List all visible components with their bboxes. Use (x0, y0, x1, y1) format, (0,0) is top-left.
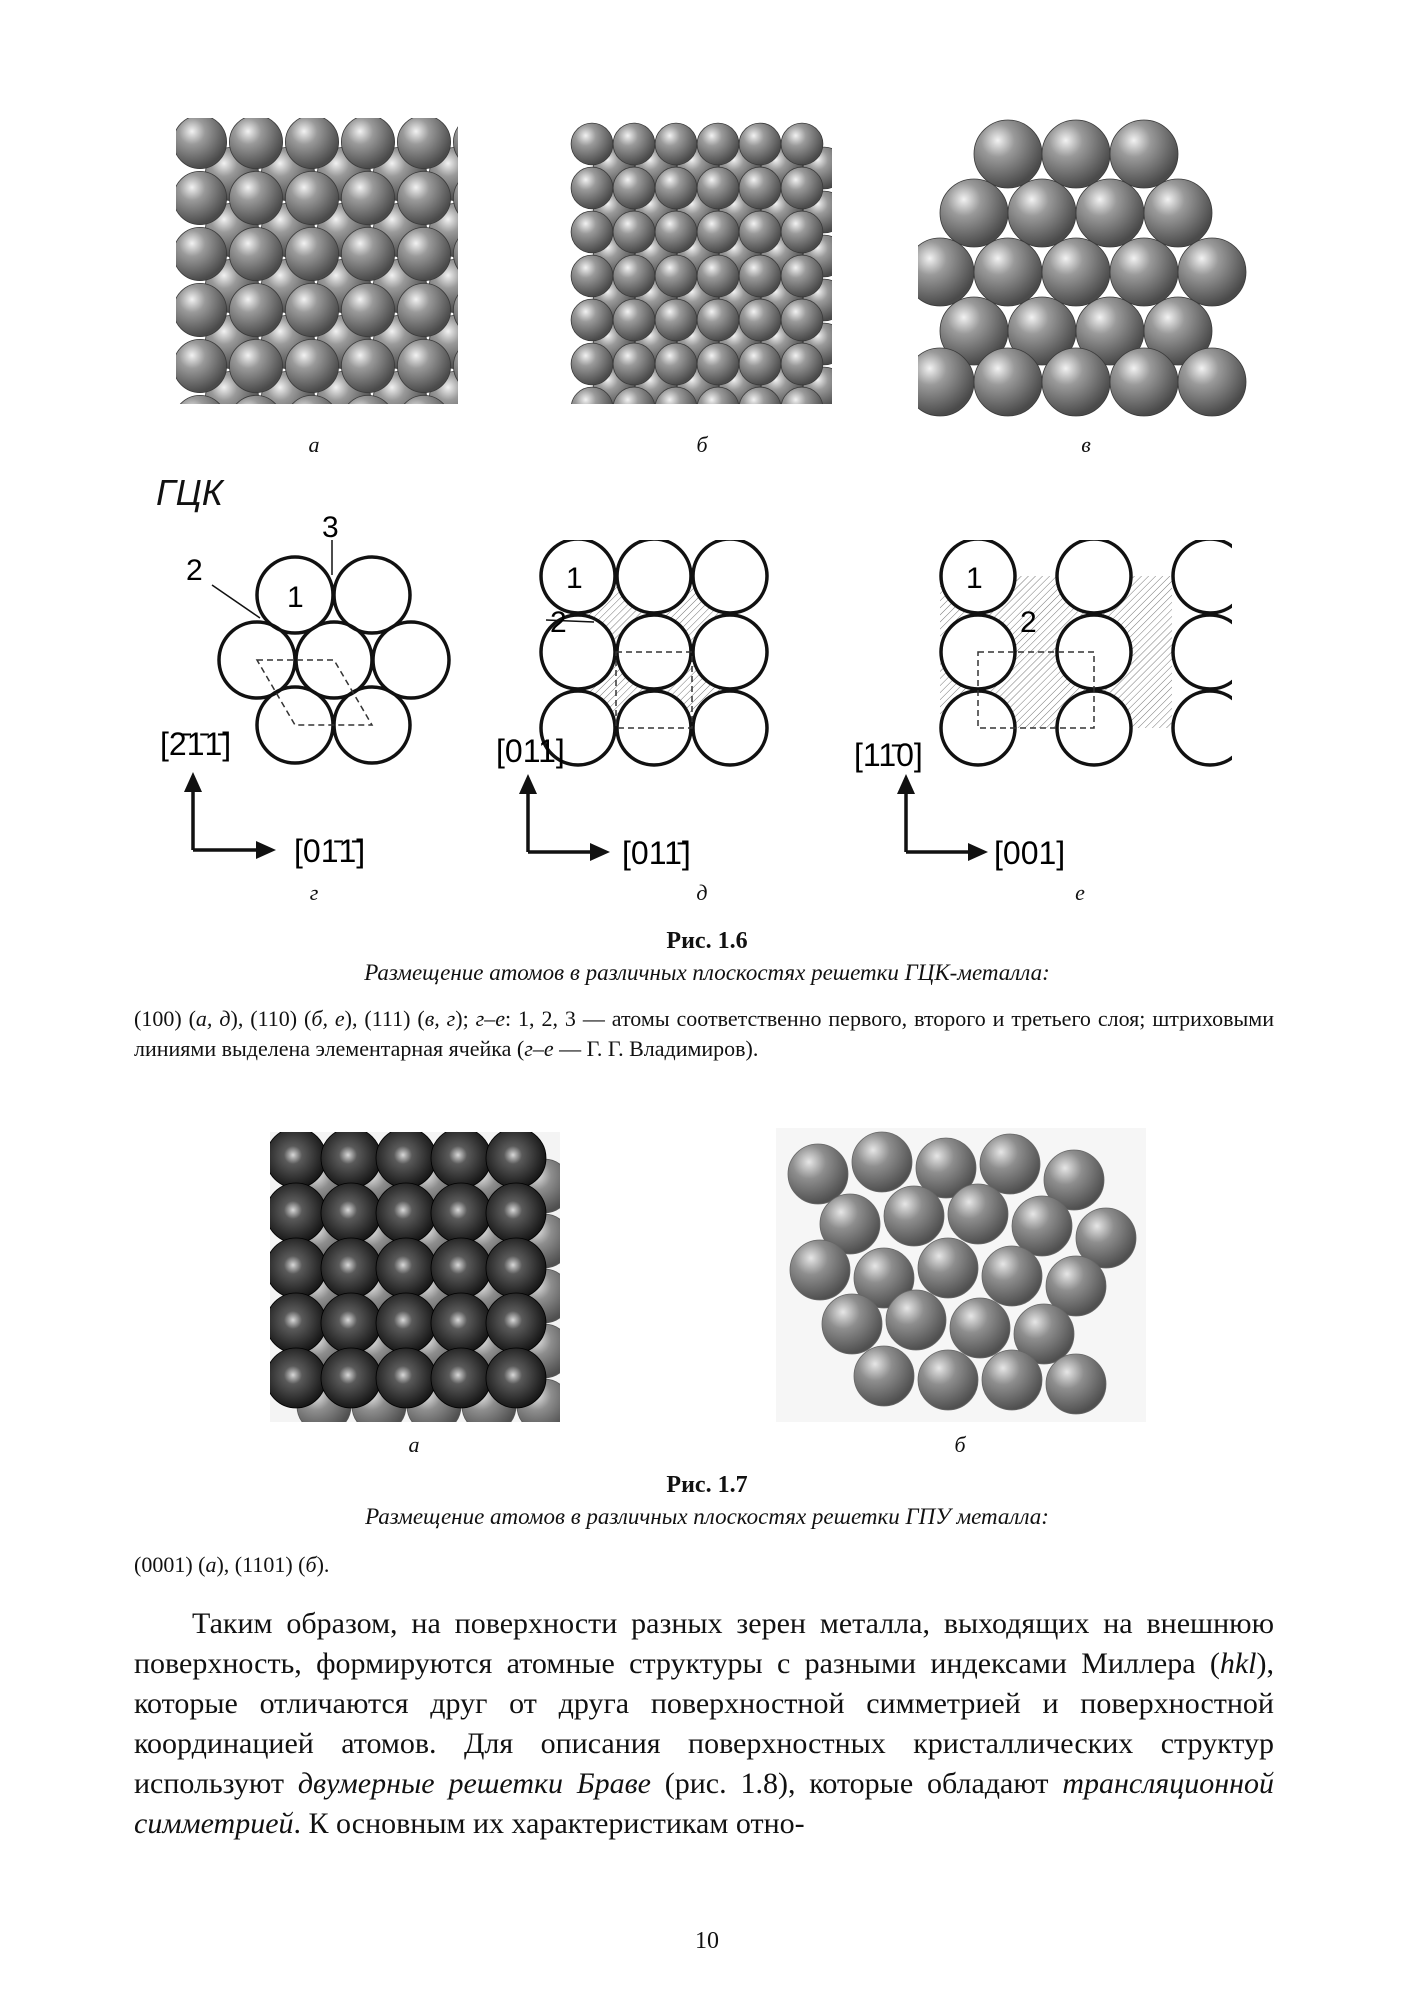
atom-sphere (781, 255, 823, 297)
atom-sphere (270, 1348, 326, 1408)
subfig-label-a-1-7: а (408, 1432, 420, 1457)
atom-sphere (886, 1290, 946, 1350)
atom-sphere (655, 255, 697, 297)
atom-sphere (884, 1186, 944, 1246)
atom-sphere (571, 123, 613, 165)
atom-sphere (376, 1348, 436, 1408)
atom-num-3: 3 (322, 511, 339, 544)
atom-sphere (697, 343, 739, 385)
atom-sphere (655, 211, 697, 253)
atom-num-1: 1 (966, 562, 983, 595)
atom-sphere (397, 339, 450, 392)
atom-sphere (1110, 348, 1178, 416)
atom-sphere (270, 1183, 326, 1243)
atom-sphere (918, 238, 974, 306)
figure-1-6-title: Рис. 1.6 (666, 928, 748, 954)
atom-sphere (376, 1238, 436, 1298)
atom-sphere (176, 283, 227, 336)
body-paragraph: Таким образом, на поверхности разных зерен металла, выходящих на внешнюю поверхность, формируются атомные структуры с разными индексами Миллера (hkl), которые отличаются друг от друга поверхностной симметрией и поверхностной координацией атомов. Для описания поверхностных кристаллических структур используют двумерные решетки Браве (рис. 1.8), которые обладают трансляционной симметрией. К основным их характеристикам отно- (134, 1607, 1274, 1840)
subfig-label-b-1-7: б (954, 1432, 966, 1457)
atom-circle (1057, 540, 1131, 613)
subfig-label-g: г (309, 880, 319, 905)
atom-sphere (431, 1132, 491, 1188)
atom-sphere (974, 120, 1042, 188)
atom-sphere (229, 227, 282, 280)
atom-sphere (486, 1132, 546, 1188)
atom-sphere (176, 171, 227, 224)
atom-sphere (1178, 238, 1246, 306)
figure-1-7-title: Рис. 1.7 (666, 1472, 748, 1498)
arrowhead-right (968, 843, 988, 861)
fcc-111-schematic (160, 500, 460, 870)
atom-sphere (852, 1132, 912, 1192)
atom-sphere (739, 343, 781, 385)
atom-sphere (431, 1183, 491, 1243)
atom-sphere (376, 1183, 436, 1243)
arrowhead-right (590, 843, 610, 861)
arrowhead-up (184, 772, 202, 792)
atom-circle (1173, 691, 1232, 765)
figure-1-6-legend: (100) (а, д), (110) (б, е), (111) (в, г); г–е: 1, 2, 3 — атомы соответственно первого, второго и третьего слоя; штриховыми линиями выделена элементарная ячейка (г–е — Г. Г. Владимиров). (134, 1006, 1274, 1061)
fcc-100-sphere-image (176, 118, 458, 404)
atom-sphere (1046, 1354, 1106, 1414)
atom-sphere (613, 255, 655, 297)
atom-sphere (397, 171, 450, 224)
subfig-label-b: б (696, 432, 708, 457)
arrowhead-up (519, 774, 537, 794)
atom-sphere (571, 167, 613, 209)
atom-sphere (376, 1132, 436, 1188)
atom-sphere (950, 1298, 1010, 1358)
atom-sphere (229, 171, 282, 224)
atom-sphere (1178, 348, 1246, 416)
page-number: 10 (695, 1928, 719, 1954)
atom-sphere (1110, 238, 1178, 306)
atom-sphere (571, 343, 613, 385)
atom-sphere (1042, 348, 1110, 416)
direction-up-label: [11̄0] (854, 737, 923, 773)
atom-sphere (285, 283, 338, 336)
atom-sphere (655, 343, 697, 385)
atom-circle (1173, 540, 1232, 613)
atom-sphere (613, 343, 655, 385)
atom-sphere (739, 123, 781, 165)
atom-sphere (341, 227, 394, 280)
fcc-100-schematic (494, 540, 814, 880)
atom-sphere (655, 123, 697, 165)
atom-sphere (974, 238, 1042, 306)
atom-sphere (397, 118, 450, 169)
subfig-label-a: а (308, 432, 320, 457)
arrowhead-right (256, 841, 276, 859)
atom-sphere (781, 167, 823, 209)
atom-sphere (486, 1183, 546, 1243)
atom-sphere (739, 167, 781, 209)
atom-sphere (697, 211, 739, 253)
atom-sphere (948, 1184, 1008, 1244)
atom-sphere (229, 339, 282, 392)
subfig-label-d: д (696, 880, 708, 905)
atom-sphere (321, 1293, 381, 1353)
atom-circle (334, 557, 410, 633)
atom-sphere (321, 1183, 381, 1243)
atom-sphere (1008, 179, 1076, 247)
atom-sphere (571, 255, 613, 297)
atom-sphere (176, 227, 227, 280)
hcp-0001-sphere-image (270, 1132, 560, 1422)
atom-sphere (697, 299, 739, 341)
atom-sphere (341, 339, 394, 392)
atom-sphere (571, 299, 613, 341)
direction-up-label: [2̄1̄1̄] (160, 726, 232, 762)
atom-sphere (781, 299, 823, 341)
atom-sphere (781, 343, 823, 385)
fcc-110-schematic (852, 540, 1232, 880)
atom-sphere (285, 339, 338, 392)
atom-sphere (788, 1144, 848, 1204)
atom-sphere (613, 211, 655, 253)
atom-circle (693, 615, 767, 689)
atom-sphere (697, 167, 739, 209)
atom-sphere (781, 211, 823, 253)
atom-num-2: 2 (550, 606, 567, 639)
atom-num-1: 1 (287, 581, 304, 614)
atom-sphere (1042, 120, 1110, 188)
atom-sphere (285, 118, 338, 169)
figure-1-7-legend: (0001) (а), (1101) (б). (134, 1552, 330, 1577)
atom-sphere (655, 299, 697, 341)
atom-sphere (486, 1348, 546, 1408)
fcc-110-sphere-image (570, 122, 832, 404)
atom-sphere (431, 1238, 491, 1298)
atom-sphere (176, 118, 227, 169)
atom-circle (693, 540, 767, 613)
hcp-1101-sphere-image (776, 1128, 1146, 1422)
atom-sphere (285, 171, 338, 224)
atom-sphere (397, 283, 450, 336)
atom-sphere (1042, 238, 1110, 306)
atom-sphere (431, 1293, 491, 1353)
atom-sphere (229, 118, 282, 169)
atom-sphere (571, 211, 613, 253)
atom-sphere (321, 1132, 381, 1188)
atom-sphere (739, 299, 781, 341)
atom-num-2: 2 (1020, 606, 1037, 639)
atom-sphere (613, 123, 655, 165)
atom-sphere (341, 283, 394, 336)
atom-sphere (431, 1348, 491, 1408)
atom-sphere (982, 1246, 1042, 1306)
atom-sphere (655, 167, 697, 209)
atom-sphere (613, 299, 655, 341)
atom-circle (1173, 615, 1232, 689)
lattice-label: ГЦК (156, 472, 223, 513)
atom-sphere (376, 1293, 436, 1353)
atom-sphere (1144, 179, 1212, 247)
atom-circle (693, 691, 767, 765)
subfig-label-v: в (1081, 432, 1091, 457)
atom-num-1: 1 (566, 562, 583, 595)
atom-sphere (739, 255, 781, 297)
atom-sphere (781, 123, 823, 165)
atom-sphere (270, 1293, 326, 1353)
atom-sphere (739, 211, 781, 253)
atom-sphere (321, 1238, 381, 1298)
figure-1-6-caption: Размещение атомов в различных плоскостях решетки ГЦК-металла: (364, 960, 1050, 985)
atom-sphere (918, 1350, 978, 1410)
atom-sphere (176, 339, 227, 392)
arrowhead-up (897, 774, 915, 794)
fcc-111-sphere-image (918, 118, 1250, 418)
leader-line-2 (212, 585, 260, 618)
atom-sphere (974, 348, 1042, 416)
atom-sphere (229, 283, 282, 336)
atom-sphere (341, 118, 394, 169)
direction-up-label: [011] (496, 733, 565, 769)
figure-1-7-caption: Размещение атомов в различных плоскостях решетки ГПУ металла: (365, 1504, 1049, 1529)
atom-sphere (397, 227, 450, 280)
atom-sphere (613, 167, 655, 209)
atom-sphere (321, 1348, 381, 1408)
atom-sphere (285, 227, 338, 280)
atom-circle (617, 540, 691, 613)
atom-sphere (1110, 120, 1178, 188)
direction-right-label: [001] (994, 835, 1066, 871)
atom-circle (373, 622, 449, 698)
atom-sphere (486, 1238, 546, 1298)
atom-sphere (980, 1134, 1040, 1194)
atom-sphere (1076, 179, 1144, 247)
atom-sphere (270, 1238, 326, 1298)
atom-sphere (918, 1238, 978, 1298)
direction-right-label: [01̄1̄] (294, 833, 366, 869)
atom-num-2: 2 (186, 554, 203, 587)
atom-sphere (341, 171, 394, 224)
atom-sphere (982, 1350, 1042, 1410)
direction-right-label: [011̄] (622, 835, 691, 871)
atom-sphere (697, 123, 739, 165)
atom-sphere (854, 1346, 914, 1406)
atom-sphere (790, 1240, 850, 1300)
atom-sphere (822, 1294, 882, 1354)
atom-sphere (940, 179, 1008, 247)
subfig-label-e: е (1075, 880, 1085, 905)
atom-sphere (697, 255, 739, 297)
atom-sphere (486, 1293, 546, 1353)
